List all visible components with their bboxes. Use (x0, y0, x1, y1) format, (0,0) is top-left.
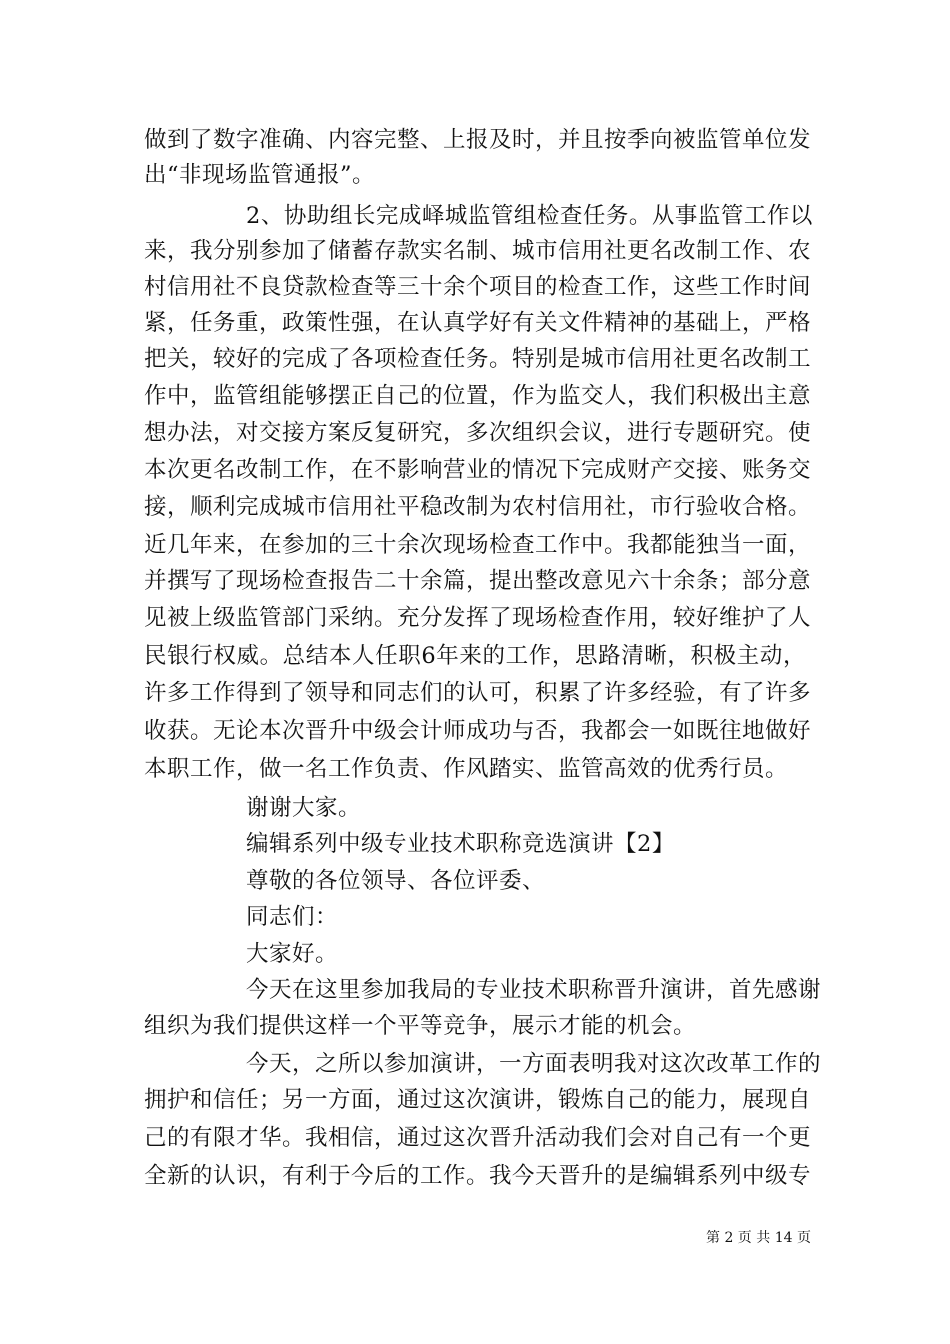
page-number: 第 2 页 共 14 页 (706, 1230, 811, 1246)
text-line: 编辑系列中级专业技术职称竞选演讲【2】 (246, 831, 675, 857)
text-line: 紧，任务重，政策性强，在认真学好有关文件精神的基础上，严格 (144, 310, 812, 336)
text-line: 今天，之所以参加演讲，一方面表明我对这次改革工作的 (246, 1051, 822, 1077)
text-line: 来，我分别参加了储蓄存款实名制、城市信用社更名改制工作、农 (144, 238, 812, 264)
text-line: 出“非现场监管通报”。 (144, 162, 376, 188)
text-line: 组织为我们提供这样一个平等竞争，展示才能的机会。 (144, 1013, 697, 1039)
text-line: 村信用社不良贷款检查等三十余个项目的检查工作，这些工作时间 (144, 274, 812, 300)
text-line: 大家好。 (246, 941, 339, 967)
text-line: 民银行权威。总结本人任职6年来的工作，思路清晰，积极主动， (144, 643, 806, 669)
text-line: 2、协助组长完成峄城监管组检查任务。从事监管工作以 (246, 203, 813, 229)
text-line: 尊敬的各位领导、各位评委、 (246, 868, 546, 894)
text-line: 并撰写了现场检查报告二十余篇，提出整改意见六十余条；部分意 (144, 568, 812, 594)
text-line: 许多工作得到了领导和同志们的认可，积累了许多经验，有了许多 (144, 680, 812, 706)
text-line: 同志们： (246, 904, 339, 930)
text-line: 谢谢大家。 (246, 795, 362, 821)
text-line: 今天在这里参加我局的专业技术职称晋升演讲，首先感谢 (246, 977, 822, 1003)
text-line: 见被上级监管部门采纳。充分发挥了现场检查作用，较好维护了人 (144, 605, 812, 631)
text-line: 做到了数字准确、内容完整、上报及时，并且按季向被监管单位发 (144, 127, 812, 153)
text-line: 己的有限才华。我相信，通过这次晋升活动我们会对自己有一个更 (144, 1125, 812, 1151)
text-line: 作中，监管组能够摆正自己的位置，作为监交人，我们积极出主意 (144, 383, 812, 409)
text-line: 接，顺利完成城市信用社平稳改制为农村信用社，市行验收合格。 (144, 494, 812, 520)
text-line: 收获。无论本次晋升中级会计师成功与否，我都会一如既往地做好 (144, 718, 812, 744)
text-line: 近几年来，在参加的三十余次现场检查工作中。我都能独当一面， (144, 532, 812, 558)
text-line: 本次更名改制工作，在不影响营业的情况下完成财产交接、账务交 (144, 457, 812, 483)
text-line: 想办法，对交接方案反复研究，多次组织会议，进行专题研究。使 (144, 420, 812, 446)
text-line: 全新的认识，有利于今后的工作。我今天晋升的是编辑系列中级专 (144, 1163, 812, 1189)
text-line: 本职工作，做一名工作负责、作风踏实、监管高效的优秀行员。 (144, 756, 789, 782)
text-line: 拥护和信任；另一方面，通过这次演讲，锻炼自己的能力，展现自 (144, 1087, 812, 1113)
text-line: 把关，较好的完成了各项检查任务。特别是城市信用社更名改制工 (144, 346, 812, 372)
